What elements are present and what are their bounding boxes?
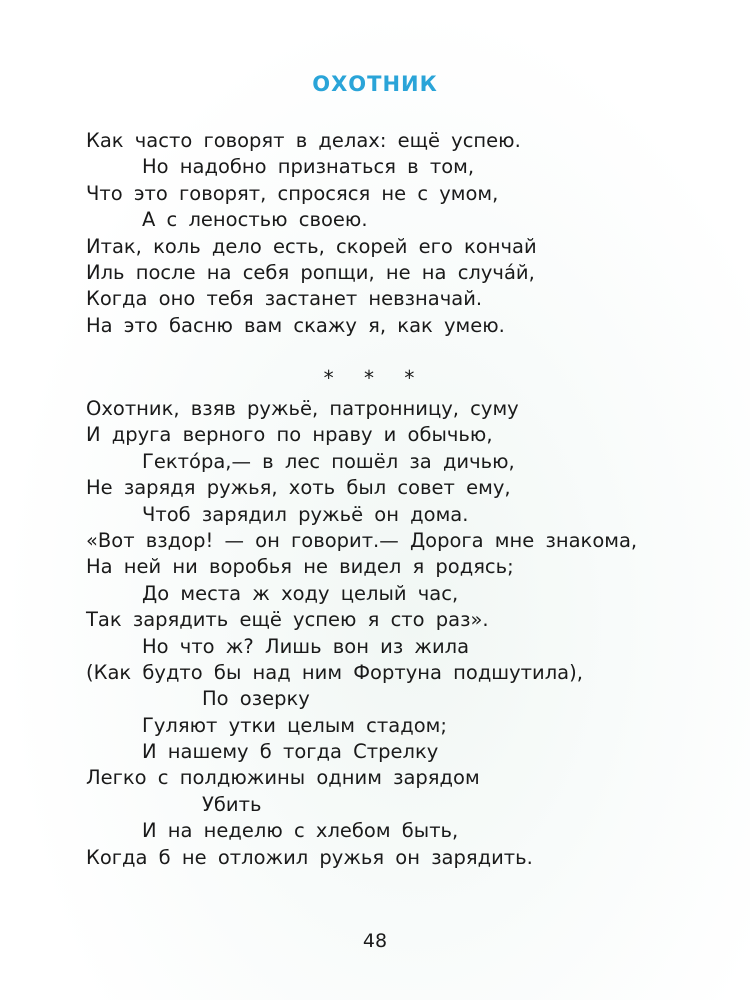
- verse-line: Что это говорят, спросяся не с умом,: [86, 181, 499, 205]
- verse-line: Так зарядить ещё успею я сто раз».: [86, 608, 489, 632]
- verse-line: (Как будто бы над ним Фортуна подшутила),: [86, 660, 583, 684]
- verse-line: По озерку: [202, 687, 310, 711]
- verse-line: Как часто говорят в делах: ещё успею.: [86, 129, 521, 152]
- page-number: 48: [362, 930, 388, 952]
- verse-line: Итак, коль дело есть, скорей его кончай: [86, 234, 537, 258]
- verse-line: На это басню вам скажу я, как умею.: [86, 313, 505, 337]
- verse-line: И на неделю с хлебом быть,: [142, 819, 459, 843]
- section-separator: * * *: [323, 366, 427, 390]
- verse-line: Охотник, взяв ружьё, патронницу, суму: [86, 397, 519, 420]
- verse-line: Гуляют утки целым стадом;: [142, 713, 447, 737]
- verse-line: Не зарядя ружья, хоть был совет ему,: [86, 476, 511, 500]
- poem-title: ОХОТНИК: [312, 72, 438, 96]
- verse-line: «Вот вздор! — он говорит.— Дорога мне знакома,: [86, 528, 638, 552]
- verse-line: Гекто́ра,— в лес пошёл за дичью,: [142, 449, 515, 473]
- verse-line: Но надобно признаться в том,: [142, 155, 475, 179]
- verse-line: Когда б не отложил ружья он зарядить.: [86, 845, 533, 869]
- verse-line: А с леностью своею.: [142, 208, 368, 232]
- verse-line: Убить: [202, 792, 262, 816]
- verse-line: На ней ни воробья не видел я родясь;: [86, 555, 514, 579]
- verse-line: Легко с полдюжины одним зарядом: [86, 766, 480, 790]
- intro-stanza: [86, 128, 750, 339]
- verse-line: Иль после на себя ропщи, не на случа́й,: [86, 260, 535, 284]
- verse-line: До места ж ходу целый час,: [142, 581, 459, 605]
- verse-line: Но что ж? Лишь вон из жила: [142, 634, 470, 658]
- verse-line: Когда оно тебя застанет невзначай.: [86, 287, 483, 311]
- verse-line: Чтоб зарядил ружьё он дома.: [142, 502, 469, 526]
- verse-line: И нашему б тогда Стрелку: [142, 740, 439, 764]
- verse-line: И друга верного по нраву и обычью,: [86, 423, 493, 447]
- fable-stanza: [86, 396, 750, 871]
